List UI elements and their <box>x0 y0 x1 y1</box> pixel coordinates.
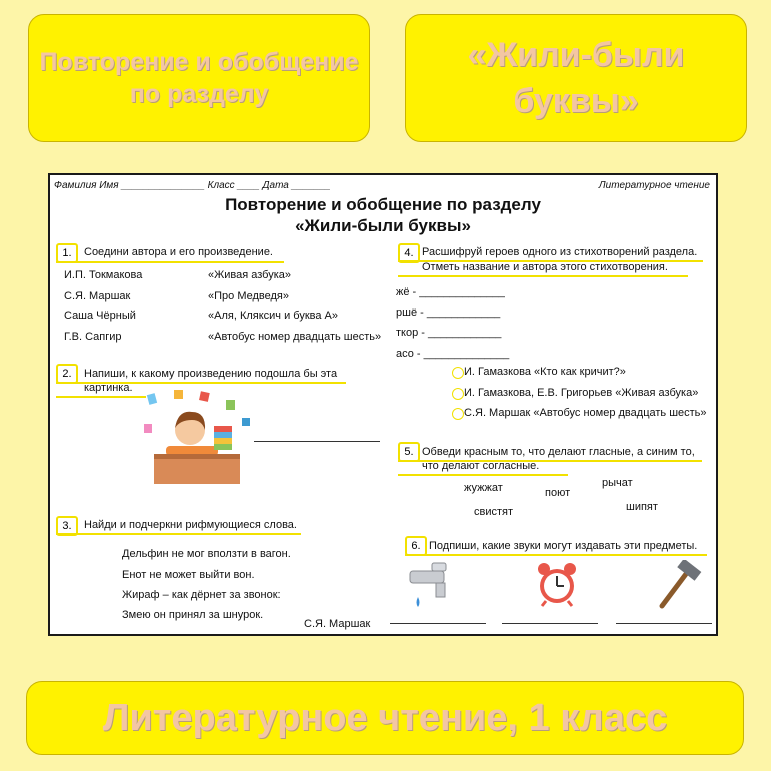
answer-line[interactable] <box>502 623 598 624</box>
author-item: Саша Чёрный <box>64 310 136 322</box>
task-number: 2. <box>56 364 78 384</box>
worksheet-title: Повторение и обобщение по разделу <box>225 195 541 214</box>
work-item: «Автобус номер двадцать шесть» <box>208 331 382 343</box>
poem-line: Дельфин не мог вползти в вагон. <box>122 548 291 560</box>
work-item: «Аля, Кляксич и буква А» <box>208 310 339 322</box>
banner-section-title <box>28 14 370 142</box>
header-fields: Фамилия Имя _______________ Класс ____ Дата _______ <box>54 180 331 191</box>
sound-word[interactable]: жужжат <box>464 482 503 494</box>
task5-instruction: что делают согласные. <box>422 460 540 472</box>
worksheet <box>48 173 718 636</box>
answer-line[interactable] <box>254 441 380 442</box>
banner-text: Литературное чтение, 1 класс <box>102 696 668 739</box>
header-subject: Литературное чтение <box>598 180 710 191</box>
task-underline <box>405 554 707 556</box>
poem-line: Енот не может выйти вон. <box>122 569 255 581</box>
child-writing-illustration <box>142 390 254 492</box>
cipher-word[interactable]: жё - ______________ <box>396 286 505 298</box>
poem-author: С.Я. Маршак <box>304 618 371 630</box>
task3-instruction: Найди и подчеркни рифмующиеся слова. <box>84 519 297 531</box>
task-underline <box>398 474 568 476</box>
banner-subject <box>26 681 744 755</box>
task2-instruction: Напиши, к какому произведению подошла бы эта <box>84 368 338 380</box>
task4-instruction: Отметь название и автора этого стихотворения. <box>422 261 668 273</box>
task-underline <box>398 275 688 277</box>
work-item: «Живая азбука» <box>208 269 292 281</box>
task-number: 6. <box>405 536 427 556</box>
task2-instruction: картинка. <box>84 382 133 394</box>
task-underline <box>56 533 301 535</box>
option-radio[interactable] <box>452 388 464 400</box>
answer-line[interactable] <box>616 623 712 624</box>
author-item: Г.В. Сапгир <box>64 331 122 343</box>
worksheet-subtitle: «Жили-были буквы» <box>295 216 471 235</box>
sound-word[interactable]: поют <box>545 487 571 499</box>
author-item: С.Я. Маршак <box>64 290 131 302</box>
sound-word[interactable]: шипят <box>626 501 658 513</box>
cipher-word[interactable]: асо - ______________ <box>396 348 510 360</box>
alarm-clock-icon <box>534 561 580 607</box>
task-number: 4. <box>398 243 420 263</box>
answer-line[interactable] <box>390 623 486 624</box>
option-label: И. Гамазкова, Е.В. Григорьев «Живая азбука» <box>464 387 699 399</box>
author-item: И.П. Токмакова <box>64 269 143 281</box>
task-number: 3. <box>56 516 78 536</box>
cipher-word[interactable]: ршё - ____________ <box>396 307 501 319</box>
task-underline <box>56 261 284 263</box>
faucet-icon <box>406 561 456 609</box>
option-label: И. Гамазкова «Кто как кричит?» <box>464 366 626 378</box>
banner-text: Повторение и обобщение по разделу <box>39 48 359 108</box>
sound-word[interactable]: свистят <box>474 506 514 518</box>
cipher-word[interactable]: ткор - ____________ <box>396 327 502 339</box>
task1-instruction: Соедини автора и его произведение. <box>84 246 273 258</box>
task6-instruction: Подпиши, какие звуки могут издавать эти предметы. <box>429 540 698 552</box>
sound-word[interactable]: рычат <box>602 477 633 489</box>
option-radio[interactable] <box>452 408 464 420</box>
task-number: 5. <box>398 442 420 462</box>
banner-text: «Жили-были буквы» <box>467 36 685 120</box>
task5-instruction: Обведи красным то, что делают гласные, а синим то, <box>422 446 695 458</box>
banner-topic-title <box>405 14 747 142</box>
hammer-icon <box>652 560 702 610</box>
work-item: «Про Медведя» <box>208 290 289 302</box>
poem-line: Змею он принял за шнурок. <box>122 609 264 621</box>
poem-line: Жираф – как дёрнет за звонок: <box>122 589 281 601</box>
task4-instruction: Расшифруй героев одного из стихотворений раздела. <box>422 246 698 258</box>
option-radio[interactable] <box>452 367 464 379</box>
task-number: 1. <box>56 243 78 263</box>
option-label: С.Я. Маршак «Автобус номер двадцать шесть» <box>464 407 707 419</box>
task-underline <box>56 396 146 398</box>
